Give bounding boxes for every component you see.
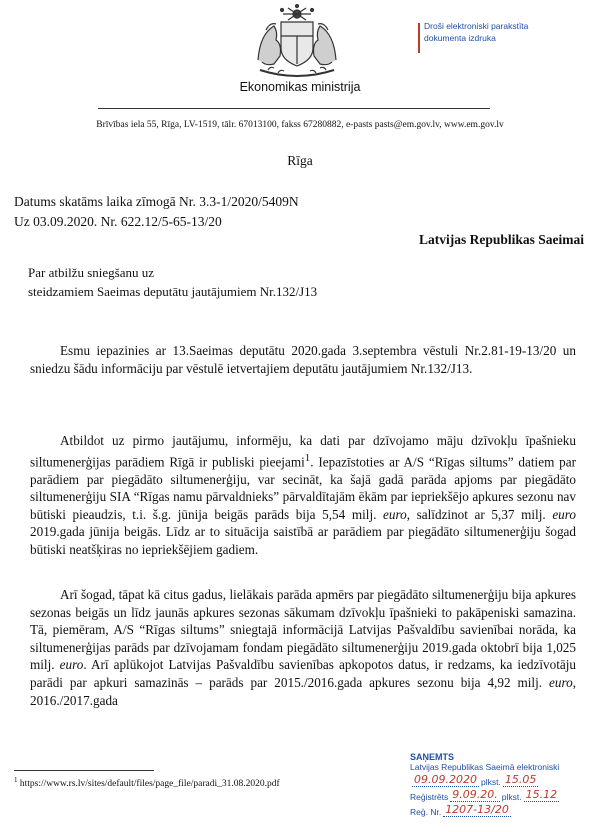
registered-date: 9.09.20. xyxy=(452,788,498,801)
letter-addressee: Latvijas Republikas Saeimai xyxy=(418,232,584,247)
header-divider xyxy=(98,108,490,109)
received-stamp xyxy=(410,752,594,828)
paragraph-2-text-b: . Iepazīstoties ar A/S “Rīgas siltums” datiem par parādiem par piegādāto siltumenerģiju, var secināt, ka šajā gadā parāda apjoms par piegādāto siltumenerģiju SIA “Rīgas namu pārvaldnieks” pārvaldītajām ēkām par iepriekšējo apkures sezonu nav būtiski pieaudzis, t.i. š.g. jūnija beigās parāds bija 5,54 milj. xyxy=(30,453,577,522)
reference-line-date: Datums skatāms laika zīmogā Nr. 3.3-1/2020/5409N xyxy=(14,194,299,209)
subject-line2: steidzamiem Saeimas deputātu jautājumiem Nr.132/J13 xyxy=(28,284,318,299)
received-time: 15.05 xyxy=(504,773,537,786)
reg-nr-label: Reģ. Nr. xyxy=(410,807,442,817)
currency-euro: euro xyxy=(552,506,576,522)
signature-notice-bar xyxy=(418,23,420,53)
footnote-divider xyxy=(14,770,154,771)
body-paragraph-3 xyxy=(30,586,576,709)
paragraph-3-text-b: . Arī aplūkojot Latvijas Pašvaldību savienības apkopotos datus, ir redzams, ka iedzīvotāju parādi par apkuri samazinās – parāds par 2015./2016.gada apkures sezonu bija 4,92 milj. xyxy=(30,657,577,690)
registered-label: Reģistrēts xyxy=(410,792,449,802)
subject-line1: Par atbilžu sniegšanu uz xyxy=(28,265,154,280)
body-paragraph-2 xyxy=(30,432,576,559)
signature-notice-line1: Droši elektroniski parakstīta xyxy=(424,21,529,31)
currency-euro: euro xyxy=(549,674,573,690)
registered-time-label: plkst. xyxy=(501,792,522,802)
letter-subject xyxy=(28,263,317,301)
footnote xyxy=(14,776,280,789)
received-stamp-title: SAŅEMTS xyxy=(410,752,455,762)
currency-euro: euro xyxy=(59,657,84,673)
registered-row xyxy=(410,787,594,802)
footnote-reference: 1 xyxy=(304,451,311,464)
coat-of-arms-emblem xyxy=(248,4,346,78)
paragraph-3-text-c: , 2016./2017.gada xyxy=(30,674,576,708)
paragraph-2-text-c: , salīdzinot ar 5,37 milj. xyxy=(406,506,553,522)
currency-euro: euro xyxy=(383,506,407,522)
paragraph-3-text-a: Arī šogad, tāpat kā citus gadus, lielākais parāda apmērs par piegādāto siltumenerģiju bija apkures sezonas beigās un līdz jaunās apkures sezonas sākumam dzīvokļu īpašnieki to pakāpeniski samazina. Tā, piemēram, A/S “Rīgas siltums” sniegtajā informācijā Latvijas Pašvaldību savienībai norāda, ka siltumenerģijas parāds par dzīvojamam fondam piegādāto siltumenerģiju 2019.gada oktobrī bija 1,025 milj. xyxy=(30,587,576,673)
e-signature-notice xyxy=(418,20,562,58)
received-date: 09.09.2020 xyxy=(414,773,477,786)
ministry-contact-line: Brīvības iela 55, Rīga, LV-1519, tālr. 67013100, fakss 67280882, e-pasts pasts@em.gov.lv, www.em.gov.lv xyxy=(96,120,504,130)
footnote-url[interactable]: https://www.rs.lv/sites/default/files/page_file/paradi_31.08.2020.pdf xyxy=(17,779,280,790)
registered-time: 15.12 xyxy=(525,788,558,801)
received-time-label: plkst. xyxy=(480,777,501,787)
received-date-row xyxy=(410,772,594,787)
letter-reference xyxy=(14,192,299,232)
body-paragraph-1: Esmu iepazinies ar 13.Saeimas deputātu 2020.gada 3.septembra vēstuli Nr.2.81-19-13/20 un sniedzu šādu informāciju par vēstulē ietvertajiem deputātu jautājumiem Nr.132/J13. xyxy=(30,343,576,376)
ministry-name: Ekonomikas ministrija xyxy=(239,80,361,94)
reg-nr-value: 1207-13/20 xyxy=(445,803,509,816)
paragraph-2-text-d: 2019.gada jūnija beigās. Līdz ar to situācija saistībā ar parādiem par piegādāto siltumenerģiju šogad būtiski neatšķiras no iepriekšējiem gadiem. xyxy=(30,524,576,557)
letter-city: Rīga xyxy=(287,153,313,168)
received-stamp-org: Latvijas Republikas Saeimā elektroniski xyxy=(410,762,560,772)
reg-nr-row xyxy=(410,802,594,817)
paragraph-2-text-a: Atbildot uz pirmo jautājumu, informēju, ka dati par dzīvojamo māju dzīvokļu īpašnieku siltumenerģijas parādiem Rīgā ir publiski pieejami xyxy=(30,433,576,469)
reference-line-reply-to: Uz 03.09.2020. Nr. 622.12/5-65-13/20 xyxy=(14,214,222,229)
signature-notice-line2: dokumenta izdruka xyxy=(424,33,496,43)
footnote-number: 1 xyxy=(14,776,18,784)
